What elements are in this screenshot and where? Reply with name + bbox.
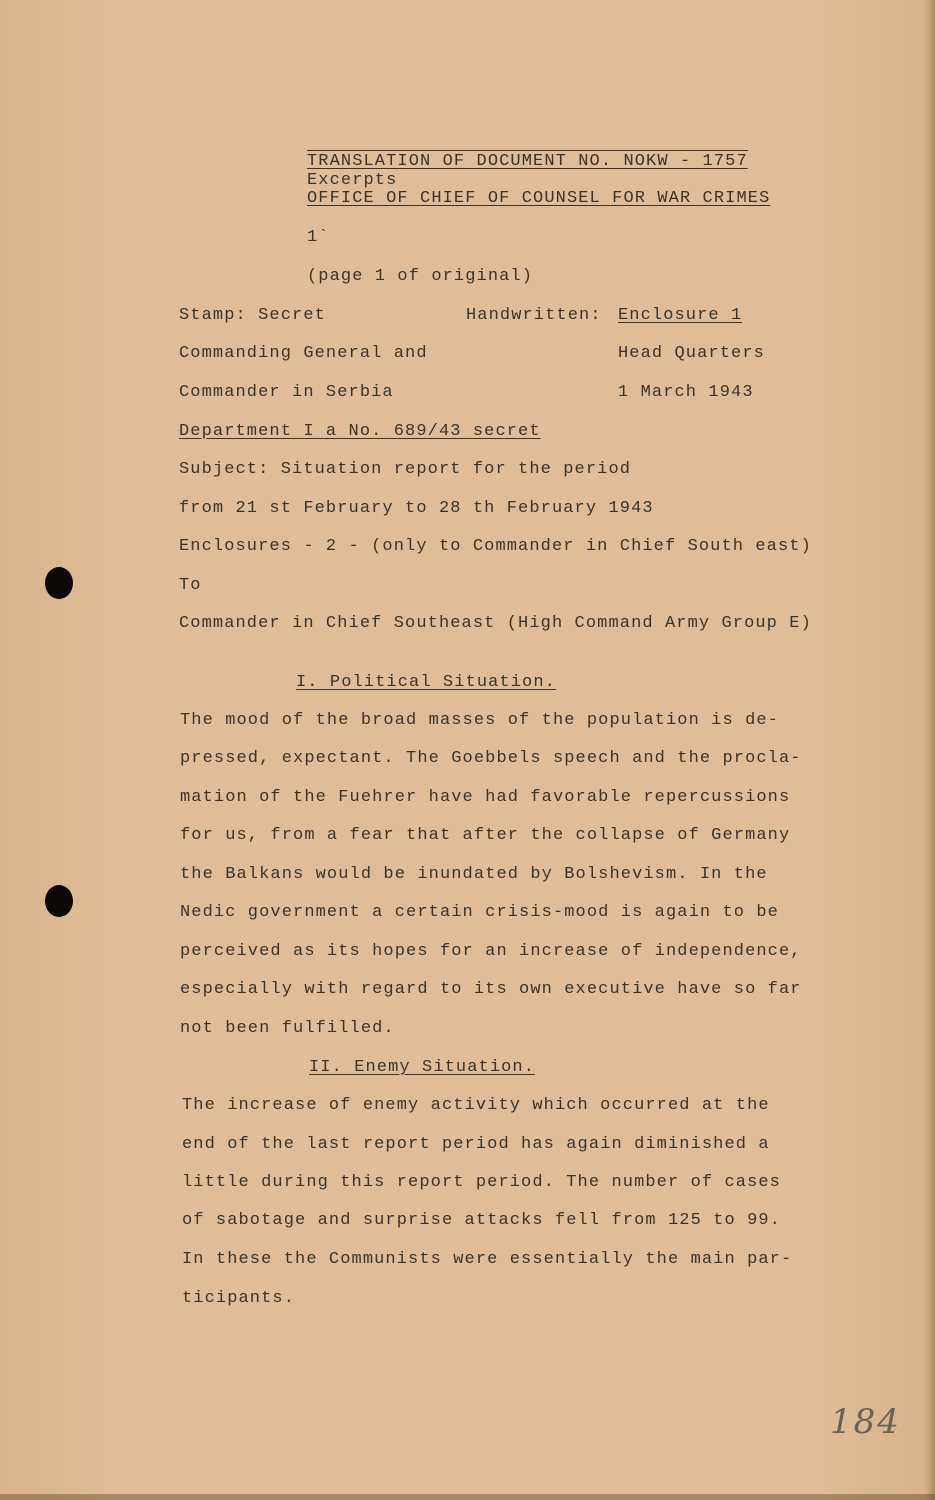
recipient-line: Commander in Chief Southeast (High Command Army Group E) — [179, 614, 812, 633]
document-date: 1 March 1943 — [618, 383, 754, 402]
paragraph-line: end of the last report period has again diminished a — [182, 1135, 770, 1154]
punch-hole-icon — [45, 567, 73, 599]
to-label: To — [179, 576, 202, 595]
paragraph-line: perceived as its hopes for an increase of independence, — [180, 942, 802, 961]
translation-title: TRANSLATION OF DOCUMENT NO. NOKW - 1757 — [307, 152, 748, 171]
paragraph-line: not been fulfilled. — [180, 1019, 395, 1038]
page-reference: (page 1 of original) — [307, 267, 534, 286]
punch-hole-icon — [45, 885, 73, 917]
paragraph-line: little during this report period. The number of cases — [182, 1173, 781, 1192]
paragraph-line: The mood of the broad masses of the population is de- — [180, 711, 779, 730]
section-heading-enemy: II. Enemy Situation. — [309, 1058, 536, 1077]
sender-line-1: Commanding General and — [179, 344, 428, 363]
paragraph-line: mation of the Fuehrer have had favorable repercussions — [180, 788, 791, 807]
excerpts-label: Excerpts — [307, 171, 398, 190]
office-title: OFFICE OF CHIEF OF COUNSEL FOR WAR CRIMES — [307, 189, 771, 208]
paragraph-line: the Balkans would be inundated by Bolshevism. In the — [180, 865, 768, 884]
sender-line-2: Commander in Serbia — [179, 383, 394, 402]
page-edge-shadow — [925, 0, 935, 1500]
paragraph-line: In these the Communists were essentially the main par- — [182, 1250, 793, 1269]
handwritten-page-number: 184 — [830, 1402, 901, 1442]
number-mark: 1` — [307, 228, 330, 247]
stamp-text: Stamp: Secret — [179, 306, 326, 325]
department-reference: Department I a No. 689/43 secret — [179, 422, 541, 441]
enclosures-line: Enclosures - 2 - (only to Commander in Chief South east) — [179, 537, 812, 556]
paragraph-line: pressed, expectant. The Goebbels speech and the procla- — [180, 749, 802, 768]
subject-line-2: from 21 st February to 28 th February 1943 — [179, 499, 654, 518]
headquarters-label: Head Quarters — [618, 344, 765, 363]
paragraph-line: The increase of enemy activity which occurred at the — [182, 1096, 770, 1115]
page-bottom-edge — [0, 1494, 935, 1500]
section-heading-political: I. Political Situation. — [296, 673, 556, 692]
handwritten-label: Handwritten: — [466, 306, 602, 325]
paragraph-line: for us, from a fear that after the collapse of Germany — [180, 826, 791, 845]
paragraph-line: ticipants. — [182, 1289, 296, 1308]
paragraph-line: of sabotage and surprise attacks fell from 125 to 99. — [182, 1211, 781, 1230]
paragraph-line: Nedic government a certain crisis-mood is again to be — [180, 903, 779, 922]
enclosure-note: Enclosure 1 — [618, 306, 743, 325]
subject-line-1: Subject: Situation report for the period — [179, 460, 632, 479]
paragraph-line: especially with regard to its own executive have so far — [180, 980, 802, 999]
